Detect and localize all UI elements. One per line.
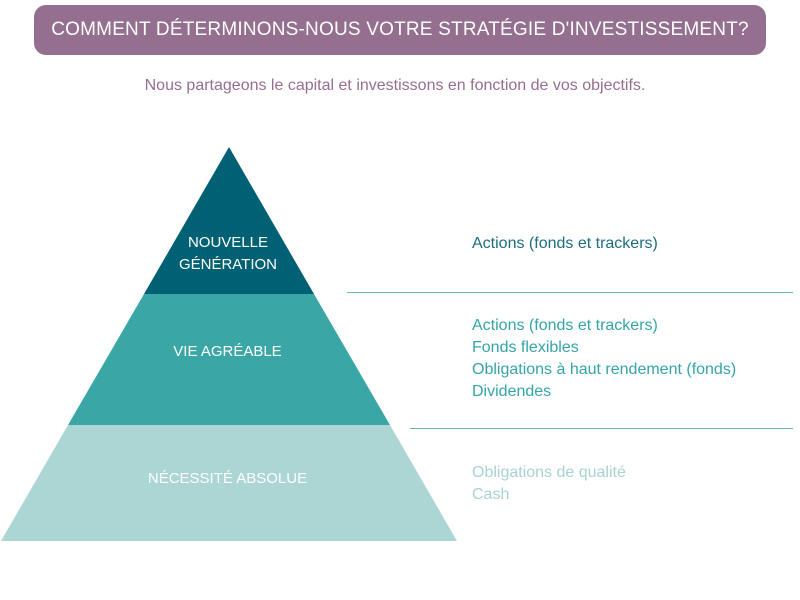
tier-items-nouvelle-generation [472,233,658,255]
tier-items-vie-agreable [472,315,736,403]
list-item: Obligations à haut rendement (fonds) [472,361,737,378]
tier-label-necessite-absolue [100,468,355,490]
list-item: Actions (fonds et trackers) [472,235,658,252]
list-item: Cash [472,486,510,503]
list-item: Dividendes [472,383,552,400]
tier-label-line: NÉCESSITÉ ABSOLUE [147,470,308,487]
list-item: Obligations de qualité [472,464,626,481]
divider-top [347,292,793,293]
tier-label-line: VIE AGRÉABLE [173,343,282,360]
page-title: COMMENT DÉTERMINONS-NOUS VOTRE STRATÉGIE D'INVESTISSEMENT? [51,19,749,40]
tier-label-line: NOUVELLE [187,234,269,251]
list-item: Fonds flexibles [472,339,579,356]
tier-label-nouvelle-generation [148,232,308,276]
tier-label-vie-agreable [120,341,335,363]
page-subtitle: Nous partageons le capital et investissons en fonction de vos objectifs. [144,77,646,94]
divider-bottom [410,428,793,429]
tier-items-necessite-absolue [472,462,626,506]
list-item: Actions (fonds et trackers) [472,317,658,334]
tier-label-line: GÉNÉRATION [178,256,278,273]
